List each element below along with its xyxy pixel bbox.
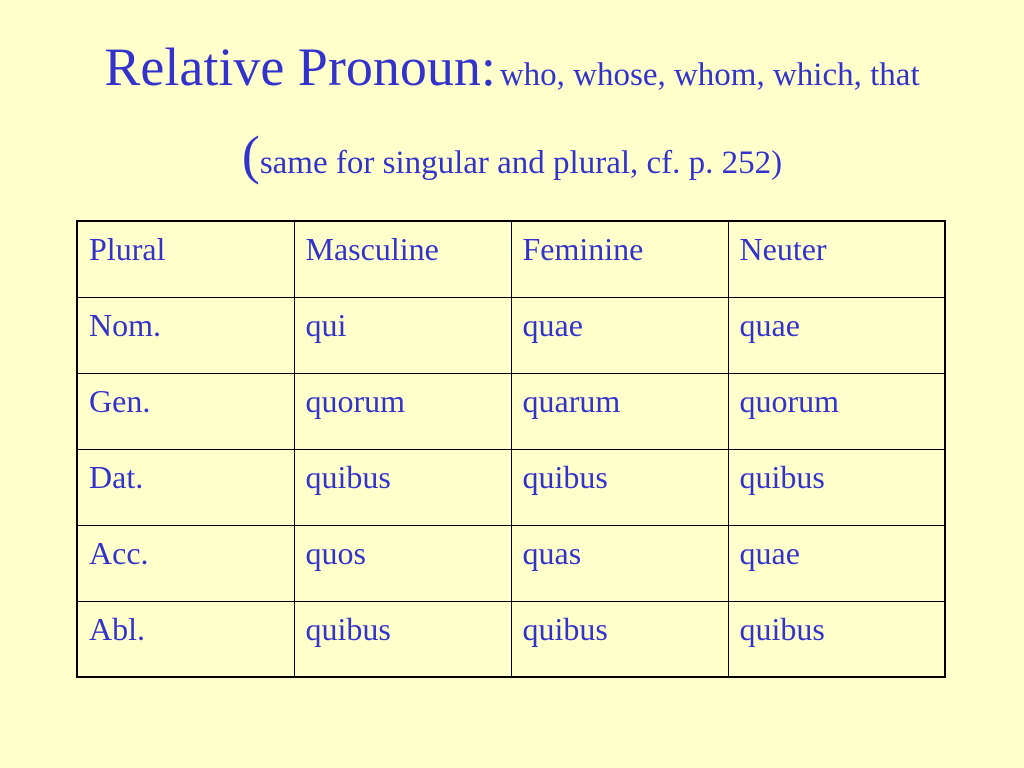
table-cell: quibus [511, 449, 728, 525]
table-cell: quibus [728, 449, 945, 525]
table-cell: quibus [294, 601, 511, 677]
header-cell: Plural [77, 221, 294, 297]
table-cell: qui [294, 297, 511, 373]
table-cell: quorum [294, 373, 511, 449]
case-label-cell: Nom. [77, 297, 294, 373]
table-row [77, 373, 945, 449]
title-forms: who, whose, whom, which, that [499, 57, 920, 93]
case-label-cell: Gen. [77, 373, 294, 449]
table-cell: quae [728, 525, 945, 601]
title-main: Relative Pronoun: [104, 37, 496, 97]
table-cell: quibus [294, 449, 511, 525]
table-cell: quae [728, 297, 945, 373]
declension-table-wrapper [76, 220, 946, 678]
table-row [77, 297, 945, 373]
table-cell: quibus [511, 601, 728, 677]
case-label-cell: Dat. [77, 449, 294, 525]
table-cell: quas [511, 525, 728, 601]
title-open-paren: ( [241, 125, 260, 185]
table-cell: quibus [728, 601, 945, 677]
table-cell: quos [294, 525, 511, 601]
header-cell: Feminine [511, 221, 728, 297]
table-cell: quarum [511, 373, 728, 449]
header-cell: Masculine [294, 221, 511, 297]
title-note: same for singular and plural, cf. p. 252) [259, 145, 783, 181]
case-label-cell: Abl. [77, 601, 294, 677]
case-label-cell: Acc. [77, 525, 294, 601]
table-row [77, 525, 945, 601]
table-cell: quae [511, 297, 728, 373]
declension-table [76, 220, 946, 678]
header-cell: Neuter [728, 221, 945, 297]
table-cell: quorum [728, 373, 945, 449]
slide-title [0, 30, 1024, 206]
table-row [77, 449, 945, 525]
title-line-1 [0, 30, 1024, 118]
table-header-row [77, 221, 945, 297]
title-line-2 [0, 118, 1024, 206]
table-row [77, 601, 945, 677]
